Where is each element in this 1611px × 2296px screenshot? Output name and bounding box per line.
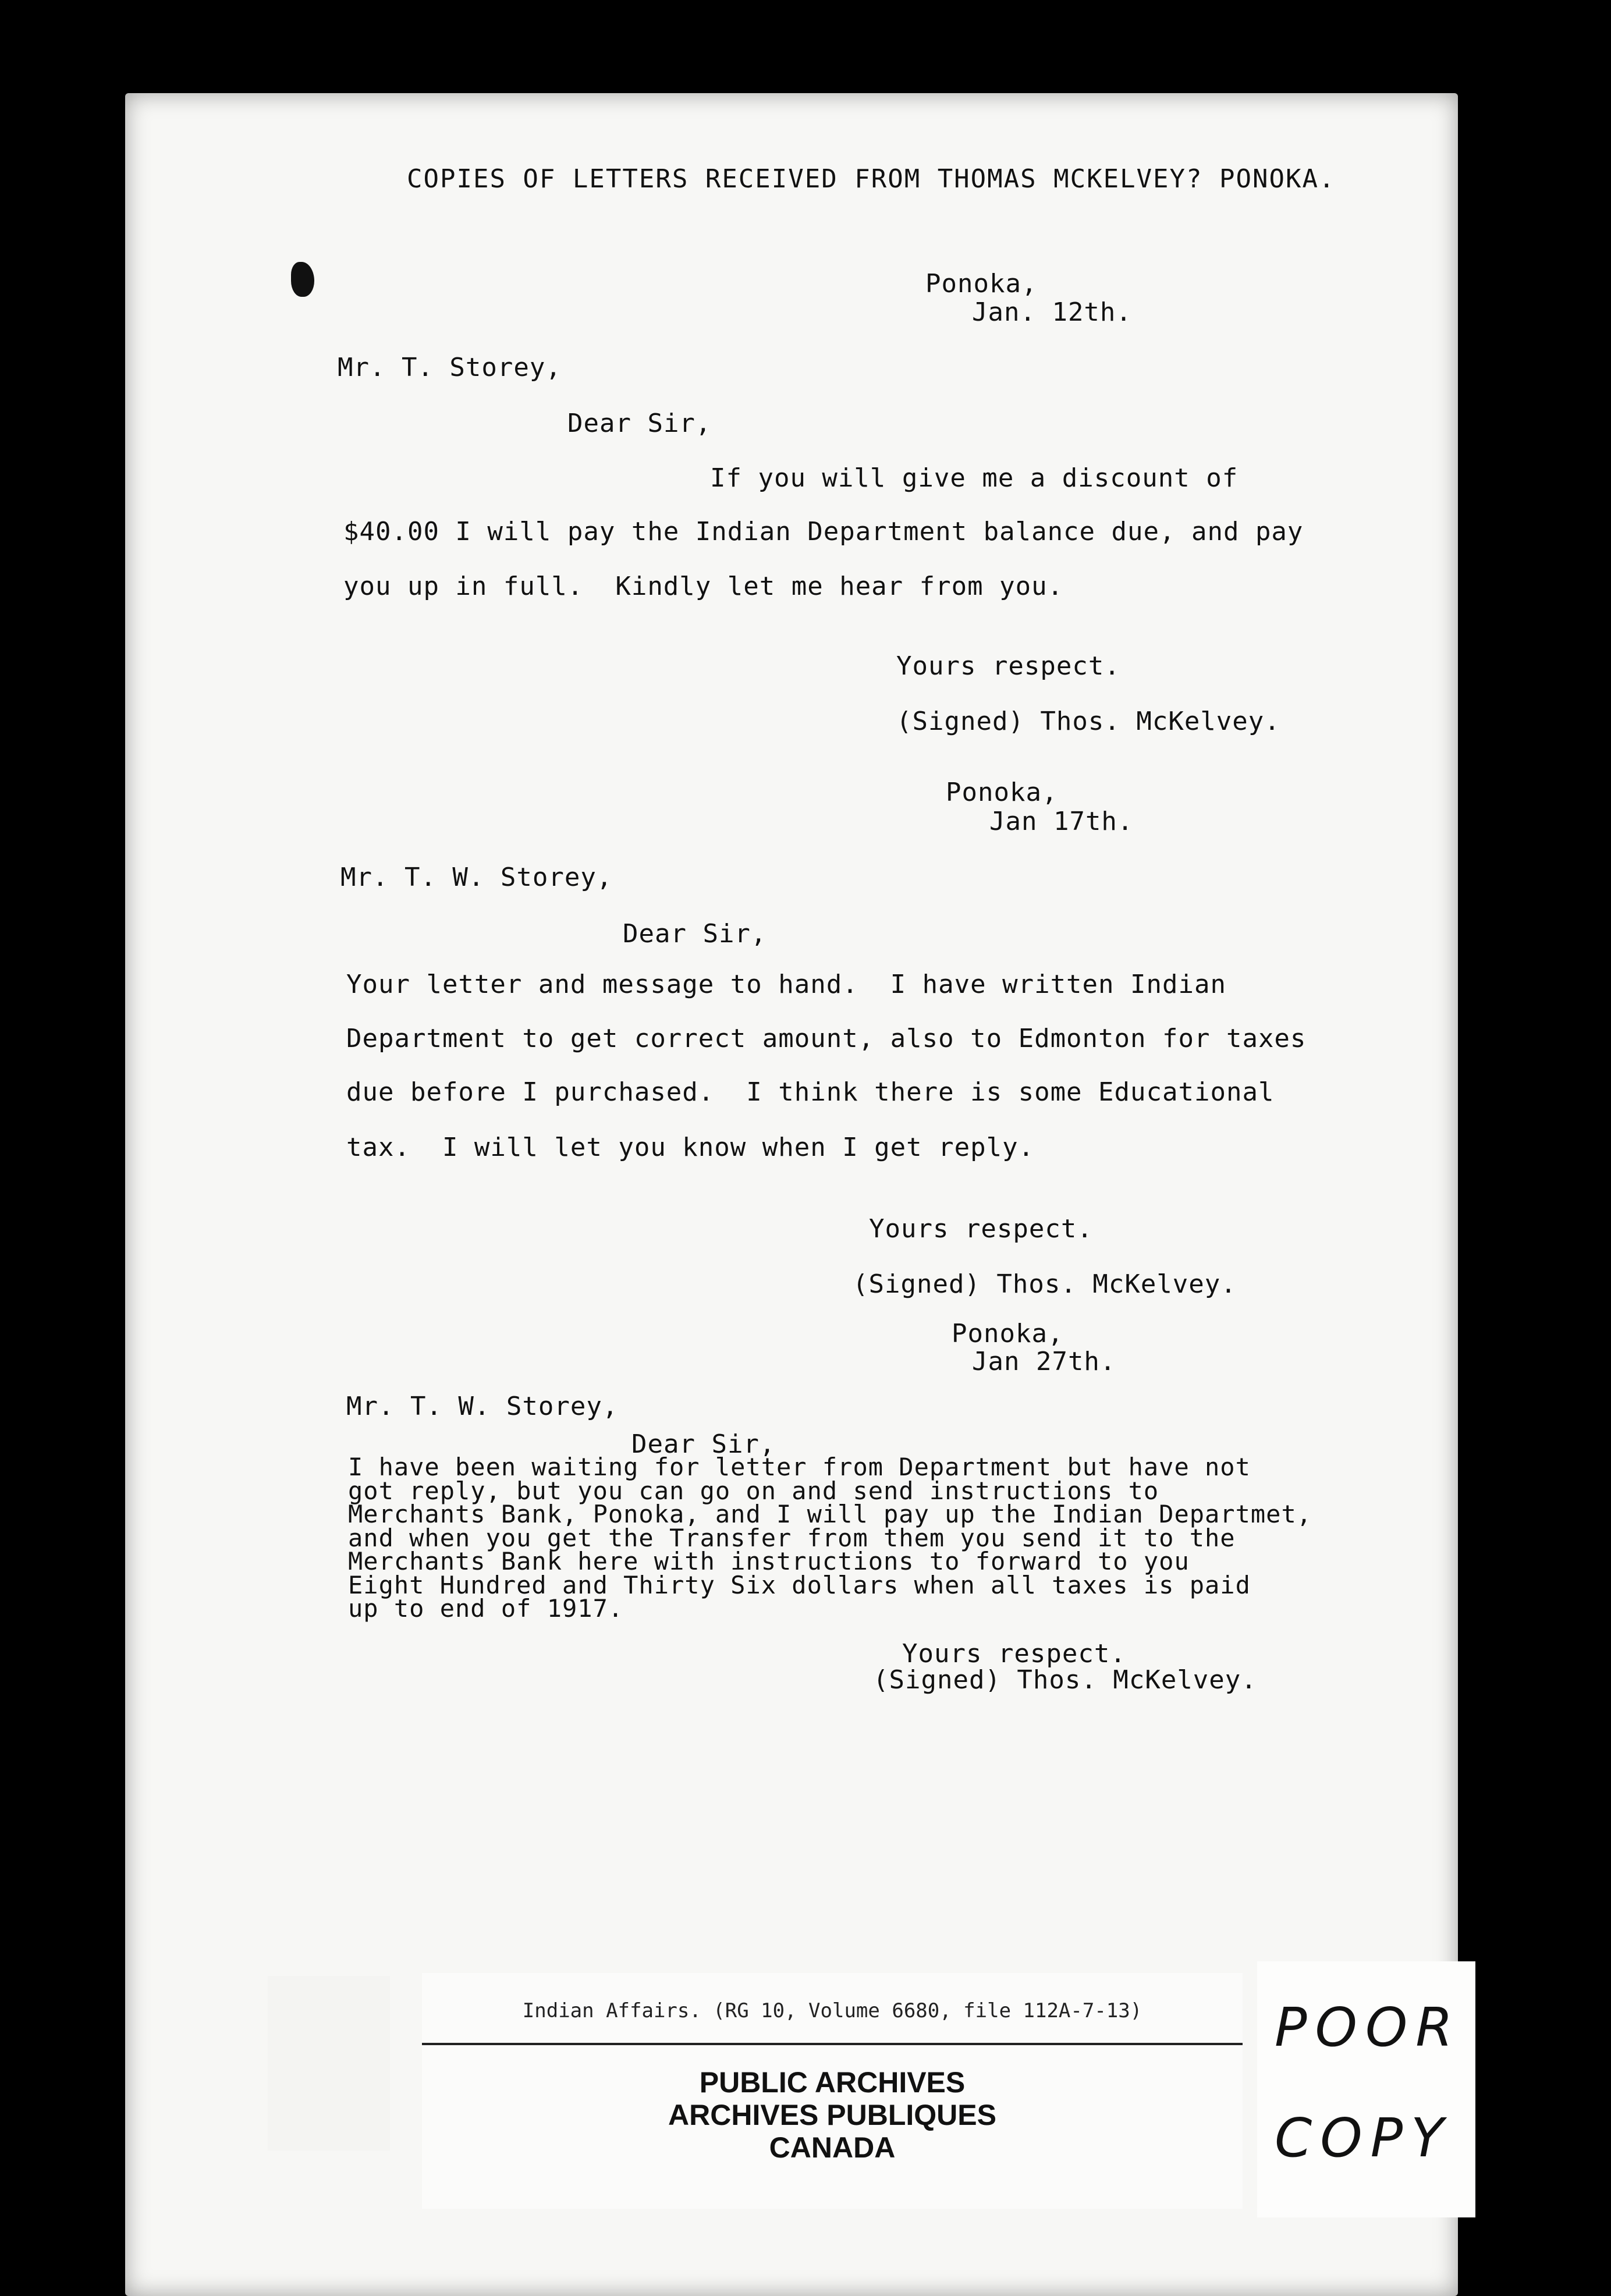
letter-3-line: Merchants Bank here with instructions to forward to you (348, 1547, 1190, 1575)
letter-3-line: got reply, but you can go on and send instructions to (348, 1477, 1159, 1505)
letter-3-closing: Yours respect. (902, 1639, 1126, 1669)
letter-1-place: Ponoka, (925, 269, 1038, 299)
letter-3-line: Eight Hundred and Thirty Six dollars when all taxes is paid (348, 1571, 1251, 1599)
letter-2-signature: (Signed) Thos. McKelvey. (853, 1269, 1237, 1299)
letter-3-salutation: Dear Sir, (631, 1429, 776, 1459)
archive-name (422, 2066, 1243, 2164)
stamp-line-2: COPY (1275, 2107, 1452, 2169)
letter-3-line: Merchants Bank, Ponoka, and I will pay up the Indian Departmet, (348, 1500, 1312, 1528)
archive-name-line-1: PUBLIC ARCHIVES (699, 2066, 966, 2099)
label-divider (422, 2043, 1243, 2045)
label-tab-left (268, 1976, 390, 2150)
letter-2-place: Ponoka, (946, 778, 1058, 807)
stamp-line-1: POOR (1275, 1996, 1461, 2059)
poor-copy-stamp (1257, 1961, 1475, 2217)
archive-reference: Indian Affairs. (RG 10, Volume 6680, file 112A-7-13) (522, 1999, 1142, 2022)
letter-3-date: Jan 27th. (972, 1347, 1116, 1376)
letter-2-closing: Yours respect. (869, 1214, 1093, 1244)
letter-3-signature: (Signed) Thos. McKelvey. (873, 1665, 1257, 1695)
letter-3-line: and when you get the Transfer from them you send it to the (348, 1524, 1236, 1552)
letter-2-date: Jan 17th. (989, 807, 1134, 836)
archive-name-line-3: CANADA (769, 2131, 896, 2164)
letter-1-closing: Yours respect. (896, 651, 1120, 681)
letter-2-line: due before I purchased. I think there is some Educational (346, 1077, 1275, 1107)
letter-2-recipient: Mr. T. W. Storey, (340, 863, 613, 892)
letter-3-line: I have been waiting for letter from Department but have not (348, 1453, 1251, 1481)
letter-1-signature: (Signed) Thos. McKelvey. (896, 707, 1280, 736)
letter-2-line: Your letter and message to hand. I have written Indian (346, 970, 1226, 999)
archive-name-line-2: ARCHIVES PUBLIQUES (668, 2099, 996, 2131)
document-heading: COPIES OF LETTERS RECEIVED FROM THOMAS MCKELVEY? PONOKA. (407, 164, 1336, 194)
letter-3-recipient: Mr. T. W. Storey, (346, 1392, 619, 1421)
letter-2-line: Department to get correct amount, also to Edmonton for taxes (346, 1024, 1307, 1053)
letter-2-line: tax. I will let you know when I get reply. (346, 1133, 1035, 1162)
letter-1-line: you up in full. Kindly let me hear from you. (343, 572, 1064, 601)
letter-1-salutation: Dear Sir, (567, 409, 712, 438)
letter-3-place: Ponoka, (952, 1319, 1064, 1348)
letter-1-date: Jan. 12th. (972, 297, 1132, 327)
ink-blot (291, 262, 314, 297)
letter-2-salutation: Dear Sir, (623, 919, 767, 949)
letter-1-recipient: Mr. T. Storey, (338, 353, 562, 382)
letter-1-line: If you will give me a discount of (710, 463, 1239, 493)
letter-3-line: up to end of 1917. (348, 1594, 624, 1623)
archive-label (422, 1973, 1243, 2209)
letter-1-line: $40.00 I will pay the Indian Department balance due, and pay (343, 517, 1304, 547)
